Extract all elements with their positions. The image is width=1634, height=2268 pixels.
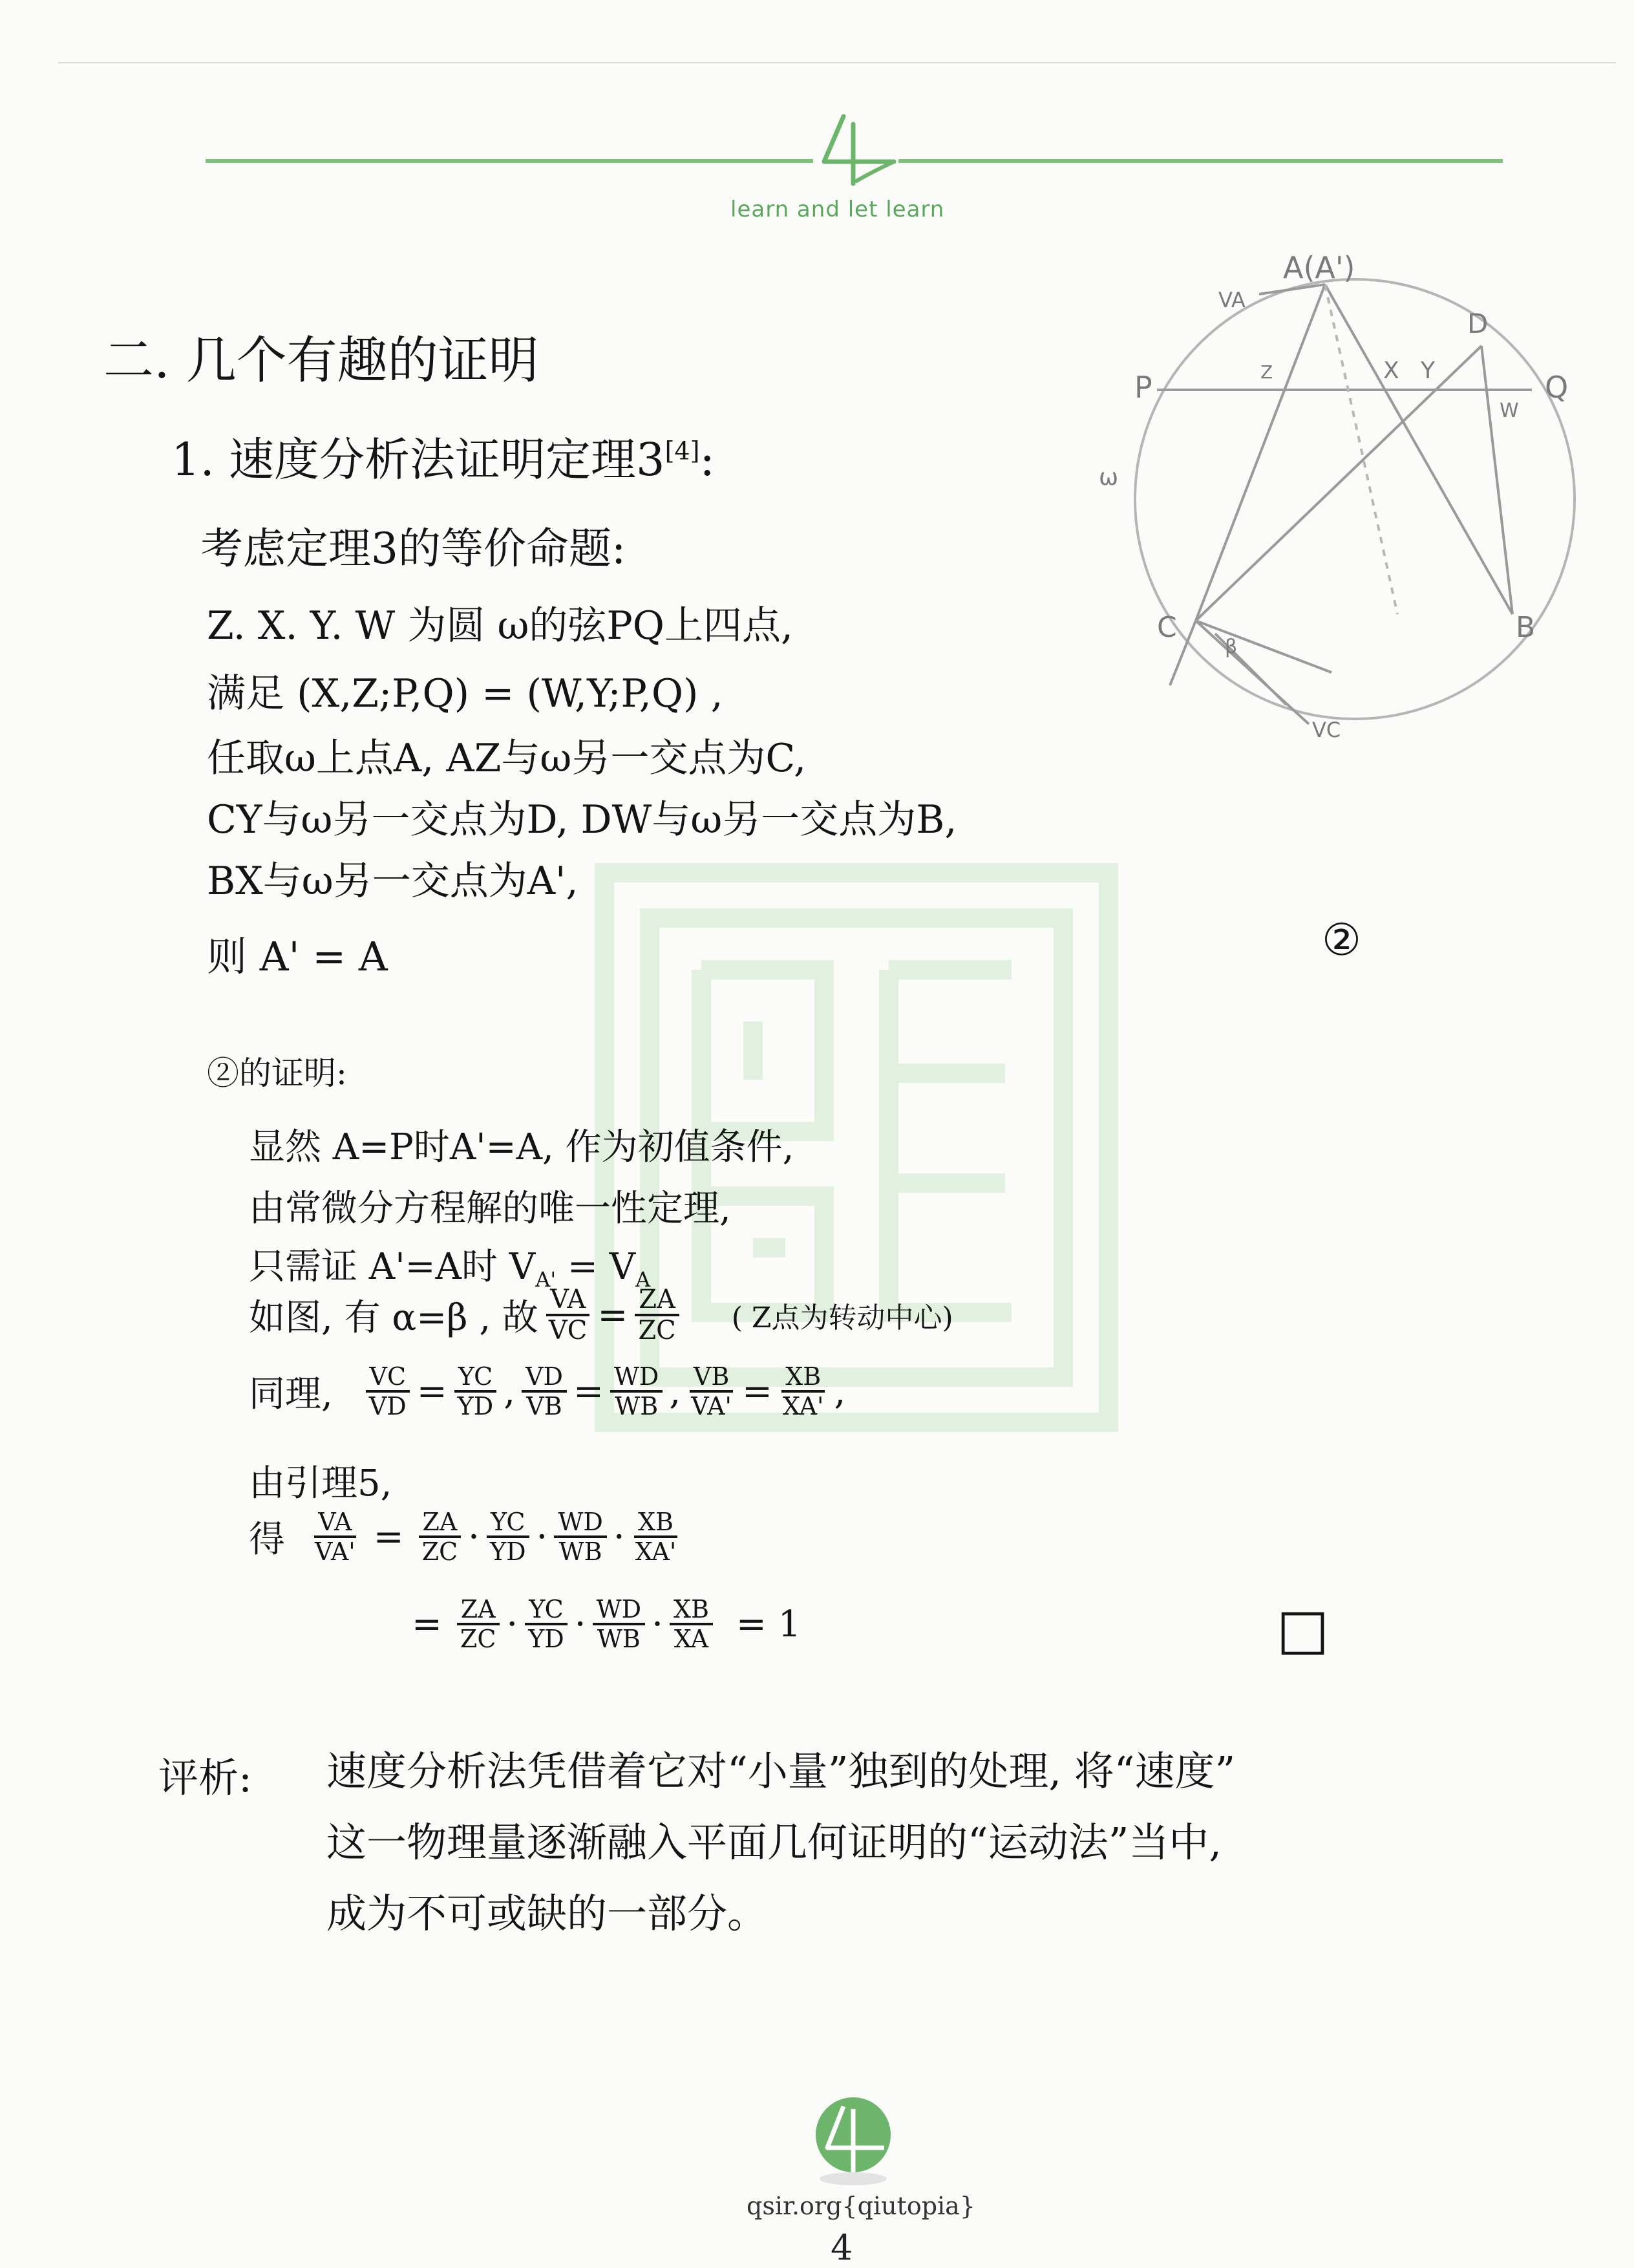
fraction-den: WB [597,1625,641,1653]
proof-line-3-eq: = V [556,1246,636,1288]
statement-line-5: BX与ω另一交点为A', [207,859,578,904]
proof-line-1: 显然 A=P时A'=A, 作为初值条件, [249,1126,794,1168]
proof-line-5-text: 同理, [249,1373,333,1415]
label-q: Q [1545,370,1569,405]
proof-line-4: 如图, 有 α=β , 故 $\frac{VA}{VC}$ = $\frac{ZA}{ZC}$ ( Z点为转动中心) [249,1285,953,1345]
label-w: W [1500,400,1519,422]
label-vc: VC [1312,718,1341,742]
fraction-den: VB [526,1392,562,1420]
fraction-den: VC [548,1316,588,1345]
fraction-den: WB [558,1537,602,1566]
fraction-num: XB [670,1597,713,1625]
subsection-ref: [4] [664,436,700,465]
vector-va [1259,284,1325,294]
fraction-den: XA [674,1625,708,1653]
fraction-num: VB [690,1364,733,1393]
label-va: VA [1218,288,1246,312]
fraction-den: YD [528,1625,564,1653]
fraction-den: XA' [782,1392,824,1420]
statement-line-3: 任取ω上点A, AZ与ω另一交点为C, [207,736,807,781]
fraction-den: ZC [638,1316,676,1345]
subsection-colon: : [699,433,715,486]
fraction-num: VA [314,1510,355,1538]
fraction-num: WD [554,1510,607,1538]
statement-conclusion: 则 A' = A [207,933,388,980]
label-beta: β [1225,636,1238,658]
statement-line-1: Z. X. Y. W 为圆 ω的弦PQ上四点, [207,603,794,648]
line-az [1196,284,1325,621]
fraction-num: XB [634,1510,677,1538]
fraction-den: YD [457,1392,494,1420]
fraction-num: YC [525,1597,568,1625]
proof-line-2: 由常微分方程解的唯一性定理, [249,1188,731,1230]
comment-line-1: 速度分析法凭借着它对“小量”独到的处理, 将“速度” [326,1748,1236,1795]
equation-tag: ② [1322,915,1361,966]
statement-line-2: 满足 (X,Z;P,Q) = (W,Y;P,Q) , [207,671,723,716]
fraction-num: WD [610,1364,663,1393]
proof-line-5: 同理, $\frac{VC}{VD}$ = $\frac{YC}{YD}$ , $\frac{VD}{VB}$ = $\frac{WD}{WB}$ , $\frac{VB}{VA'}$ = $\frac{XB}{XA'}$ , [249,1362,846,1420]
label-z: Z [1260,361,1273,383]
header-tagline: learn and let learn [730,197,945,222]
fraction-num: ZA [419,1510,462,1538]
line-aux [1325,284,1397,614]
fraction-num: YC [487,1510,529,1538]
proof-line-8: = $\frac{ZA}{ZC}$ · $\frac{YC}{YD}$ · $\frac{WD}{WB}$ · $\frac{XB}{XA}$ = 1 [412,1595,801,1653]
fraction-den: VA' [315,1537,355,1566]
line-dw [1481,346,1512,614]
comment-line-2: 这一物理量逐渐融入平面几何证明的“运动法”当中, [326,1819,1222,1866]
footer-logo-icon [808,2095,898,2188]
label-y: Y [1421,358,1435,384]
fraction-den: ZC [460,1625,496,1653]
fraction-num: XB [781,1364,825,1393]
subsection-title-text: 1. 速度分析法证明定理3 [171,433,665,486]
proof-line-7: 得 $\frac{VA}{VA'}$ = $\frac{ZA}{ZC}$ · $\frac{YC}{YD}$ · $\frac{WD}{WB}$ · $\frac{XB}{XA'}$ [249,1510,686,1564]
proof-line-4-note: ( Z点为转动中心) [731,1301,953,1334]
vector-c1 [1196,621,1332,672]
statement-line-4: CY与ω另一交点为D, DW与ω另一交点为B, [207,797,957,842]
fraction-den: VD [368,1392,407,1420]
proof-line-4-text: 如图, 有 α=β , 故 [249,1297,538,1339]
label-p: P [1134,370,1152,405]
fraction-num: YC [454,1364,497,1393]
label-d: D [1467,308,1489,339]
qed-symbol: □ [1277,1597,1330,1662]
fraction-den: VA' [691,1392,732,1420]
comment-label: 评析: [158,1754,252,1801]
proof-line-3-sub: A' [535,1267,557,1292]
fraction-num: VC [366,1364,410,1393]
section-title: 二. 几个有趣的证明 [103,332,539,390]
proof-line-3-text: 只需证 A'=A时 V [249,1246,536,1288]
fraction-den: ZC [421,1537,458,1566]
fraction-den: WB [615,1392,659,1420]
label-c: C [1157,611,1177,644]
fraction-num: ZA [457,1597,500,1625]
comment-line-3: 成为不可或缺的一部分。 [326,1890,768,1937]
circle-omega [1135,279,1575,719]
statement-intro: 考虑定理3的等价命题: [200,524,626,573]
proof-line-3-sub2: A [635,1267,651,1292]
fraction-den: XA' [635,1537,677,1566]
fraction-num: WD [593,1597,646,1625]
fraction-num: VA [546,1287,589,1316]
fraction-num: VD [522,1364,567,1393]
proof-line-6: 由引理5, [249,1462,392,1504]
fraction-den: YD [489,1537,526,1566]
proof-heading: ②的证明: [207,1054,347,1092]
proof-line-8-tail: = 1 [736,1603,801,1645]
label-a: A(A') [1283,250,1355,285]
page-number: 4 [831,2227,853,2268]
proof-line-7-text: 得 [249,1519,285,1561]
footer-url: qsir.org{qiutopia} [747,2192,976,2220]
label-b: B [1516,611,1536,644]
fraction-num: ZA [635,1287,679,1316]
label-x: X [1383,358,1399,384]
label-omega: ω [1099,464,1119,491]
